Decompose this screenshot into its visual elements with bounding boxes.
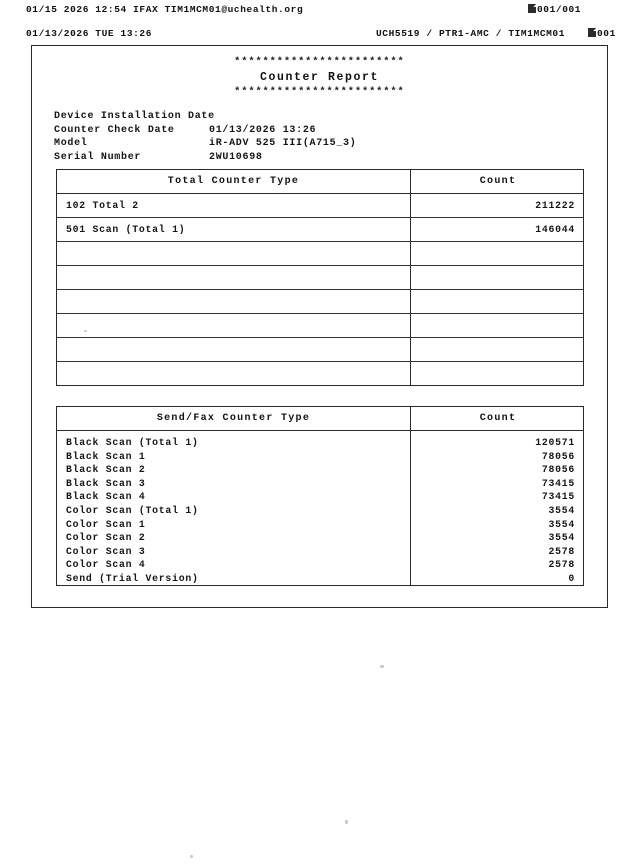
serial-number-label: Serial Number [54,151,142,163]
fax-device-route: UCH5519 / PTR1-AMC / TIM1MCM01 [376,28,566,39]
list-item [57,477,583,491]
list-item [57,531,583,545]
counter-type-cell: 102 Total 2 [66,200,139,211]
send-fax-counter-table-body [57,431,583,585]
list-item [57,463,583,477]
send-counter-type-cell: Black Scan 3 [66,477,146,489]
fax-page-count-2 [588,28,616,39]
total-counter-table [56,169,584,386]
report-title-block [32,56,607,99]
table-row [57,314,583,338]
send-counter-count-cell: 78056 [541,464,575,476]
send-counter-type-cell: Color Scan 4 [66,559,146,571]
table-row [57,242,583,266]
table-row [57,362,583,386]
send-counter-count-cell: 3554 [548,518,575,530]
send-counter-type-cell: Color Scan (Total 1) [66,504,199,516]
fax-header-line-2 [0,28,635,42]
page-title: Counter Report [259,71,379,84]
fax-page-count-2-text: 001 [597,28,616,39]
title-star-rule-top: ************************ [234,57,405,68]
fax-page-icon [588,28,596,37]
send-counter-count-cell: 3554 [548,532,575,544]
counter-check-date-value: 01/13/2026 13:26 [209,124,317,136]
send-counter-type-cell: Black Scan (Total 1) [66,437,199,448]
send-counter-count-cell: 73415 [541,477,575,489]
device-info-row [54,151,356,165]
model-label: Model [54,138,88,150]
report-page [31,45,608,608]
send-counter-count-cell: 3554 [548,504,575,516]
list-item [57,504,583,518]
column-header-count: Count [479,413,517,424]
table-row [57,266,583,290]
list-item [57,572,583,586]
fax-timestamp: 01/13/2026 TUE 13:26 [26,28,153,39]
send-counter-count-cell: 73415 [541,491,575,503]
counter-check-date-label: Counter Check Date [54,124,175,136]
column-header-send-fax-counter-type: Send/Fax Counter Type [156,413,311,424]
send-counter-count-cell: 78056 [541,450,575,462]
counter-count-cell: 211222 [535,200,575,211]
counter-count-cell: 146044 [535,224,575,235]
fax-page-count-1-text: 001/001 [537,4,582,15]
send-counter-type-cell: Black Scan 2 [66,464,146,476]
send-counter-count-cell: 0 [568,572,575,584]
counter-type-cell: 501 Scan (Total 1) [66,224,186,235]
list-item [57,450,583,464]
list-item [57,545,583,559]
serial-number-value: 2WU10698 [209,151,263,163]
device-info-row [54,110,356,124]
scan-artifact-speck [380,665,384,668]
column-header-count: Count [479,176,517,187]
list-item [57,490,583,504]
list-item [57,436,583,450]
fax-page-count-1 [528,4,581,15]
send-fax-counter-table [56,406,584,586]
table-row [57,218,583,242]
send-counter-type-cell: Color Scan 3 [66,545,146,557]
device-info-row [54,124,356,138]
send-counter-count-cell: 2578 [548,559,575,571]
device-info-row [54,137,356,151]
send-counter-type-cell: Color Scan 1 [66,518,146,530]
title-star-rule-bottom: ************************ [234,87,405,98]
total-counter-table-header [57,170,583,194]
send-fax-counter-table-header [57,407,583,431]
send-counter-count-cell: 2578 [548,545,575,557]
table-row [57,290,583,314]
model-value: iR-ADV 525 III(A715_3) [209,138,357,150]
device-install-date-label: Device Installation Date [54,111,215,122]
column-header-total-counter-type: Total Counter Type [167,176,300,187]
scan-artifact-speck [190,855,193,858]
send-counter-count-cell: 120571 [535,437,575,448]
device-info-block [54,110,356,164]
scan-artifact-speck [345,820,348,824]
fax-sender-info: 01/15 2026 12:54 IFAX TIM1MCM01@uchealth.org [26,4,304,15]
table-row [57,338,583,362]
table-row [57,194,583,218]
send-counter-type-cell: Color Scan 2 [66,532,146,544]
send-counter-type-cell: Send (Trial Version) [66,572,199,584]
send-counter-type-cell: Black Scan 1 [66,450,146,462]
list-item [57,518,583,532]
fax-page-icon [528,4,536,13]
fax-header-line-1 [0,4,635,18]
send-counter-type-cell: Black Scan 4 [66,491,146,503]
total-counter-table-body [57,194,583,385]
list-item [57,558,583,572]
